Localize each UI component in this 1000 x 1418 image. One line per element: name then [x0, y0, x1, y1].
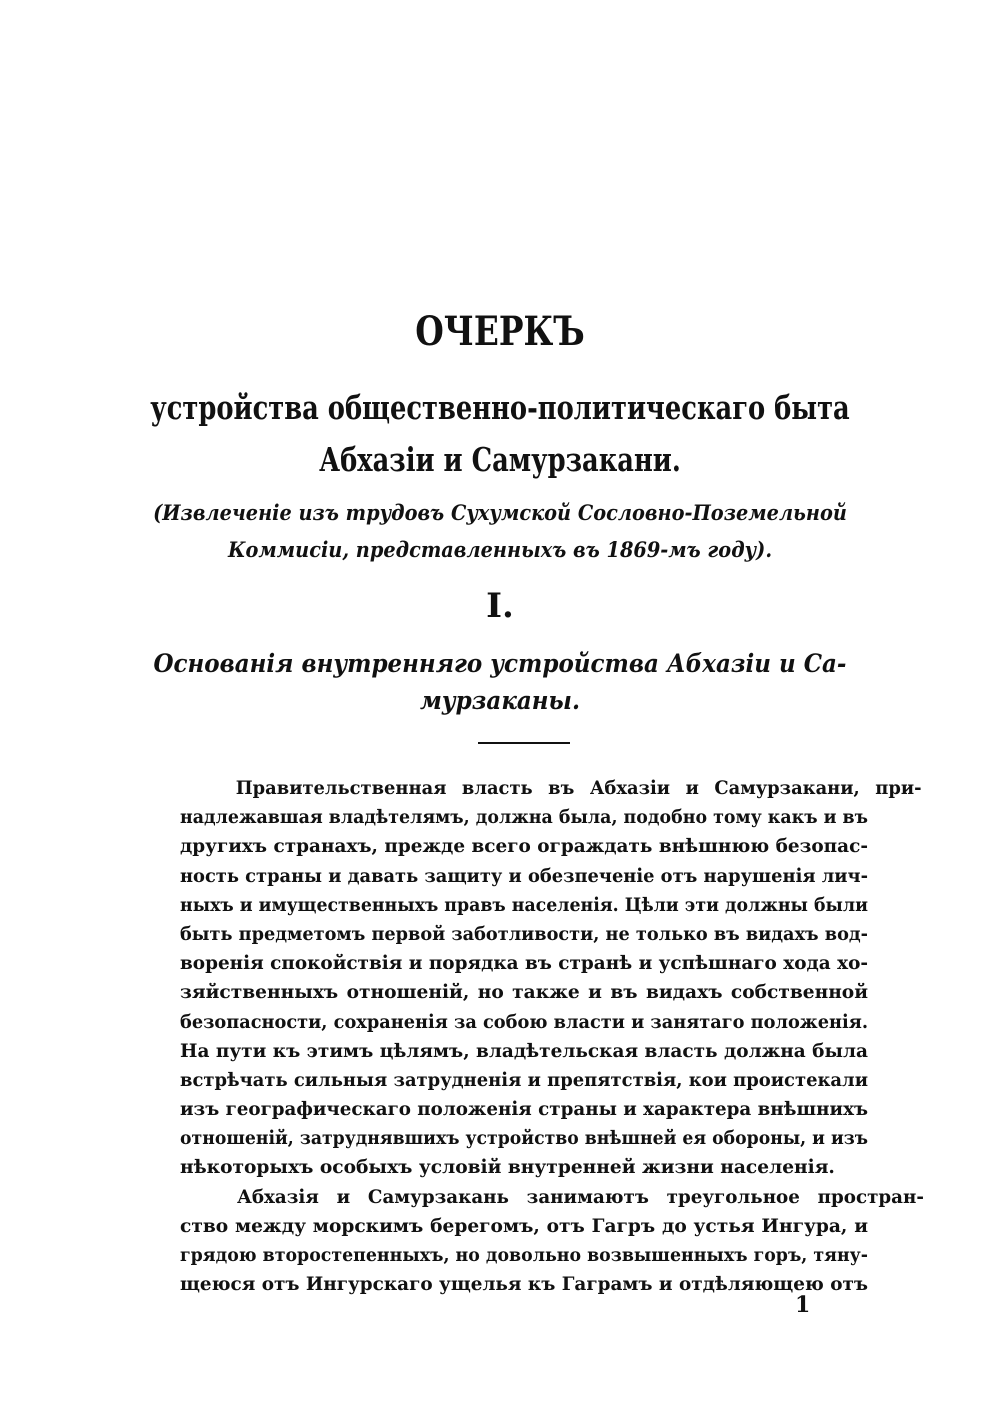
- body-line: встрѣчать сильныя затрудненія и препятствія, кои проистекали: [180, 1069, 868, 1091]
- body-line: щеюся отъ Ингурскаго ущелья къ Гаграмъ и отдѣляющею отъ: [180, 1274, 868, 1296]
- source-note-line: (Извлеченіе изъ трудовъ Сухумской Сословно-Поземельной: [153, 500, 847, 525]
- document-title: ОЧЕРКЪ: [415, 308, 585, 355]
- body-line: нѣкоторыхъ особыхъ условій внутренней жизни населенія.: [180, 1157, 835, 1179]
- chapter-number: I.: [486, 586, 514, 626]
- subtitle-line: Абхазіи и Самурзакани.: [319, 440, 681, 479]
- body-line: отношеній, затруднявшихъ устройство внѣшней ея обороны, и изъ: [180, 1128, 868, 1150]
- section-divider: [478, 742, 570, 744]
- body-line: воренія спокойствія и порядка въ странѣ и успѣшнаго хода хо-: [180, 953, 868, 975]
- body-line: Абхазія и Самурзакань занимаютъ треугольное простран-: [236, 1186, 924, 1208]
- section-title-line: Основанія внутренняго устройства Абхазіи и Са-: [153, 649, 847, 678]
- page-number: 1: [795, 1292, 811, 1318]
- body-line: изъ географическаго положенія страны и характера внѣшнихъ: [180, 1099, 868, 1121]
- subtitle-line: устройства общественно-политическаго быта: [150, 388, 850, 427]
- source-note: [40, 494, 960, 568]
- section-title: [40, 645, 960, 719]
- body-line: надлежавшая владѣтелямъ, должна была, подобно тому какъ и въ: [180, 807, 868, 829]
- body-text: [180, 774, 924, 1299]
- body-line: зяйственныхъ отношеній, но также и въ видахъ собственной: [180, 982, 868, 1004]
- body-line: быть предметомъ первой заботливости, не только въ видахъ вод-: [180, 923, 868, 945]
- body-line: ныхъ и имущественныхъ правъ населенія. Цѣли эти должны были: [180, 894, 868, 916]
- body-line: Правительственная власть въ Абхазіи и Самурзакани, при-: [235, 778, 922, 799]
- body-line: другихъ странахъ, прежде всего ограждать внѣшнюю безопас-: [180, 836, 868, 858]
- body-line: безопасности, сохраненія за собою власти и занятаго положенія.: [180, 1011, 868, 1033]
- document-subtitle: [110, 382, 890, 486]
- body-line: ство между морскимъ берегомъ, отъ Гагръ до устья Ингура, и: [180, 1215, 868, 1237]
- source-note-line: Коммисіи, представленныхъ въ 1869-мъ году).: [227, 537, 773, 562]
- body-line: На пути къ этимъ цѣлямъ, владѣтельская власть должна была: [180, 1040, 868, 1062]
- body-line: ность страны и давать защиту и обезпеченіе отъ нарушенія лич-: [180, 865, 868, 887]
- section-title-line: мурзаканы.: [420, 686, 580, 715]
- body-line: грядою второстепенныхъ, но довольно возвышенныхъ горъ, тяну-: [180, 1245, 868, 1266]
